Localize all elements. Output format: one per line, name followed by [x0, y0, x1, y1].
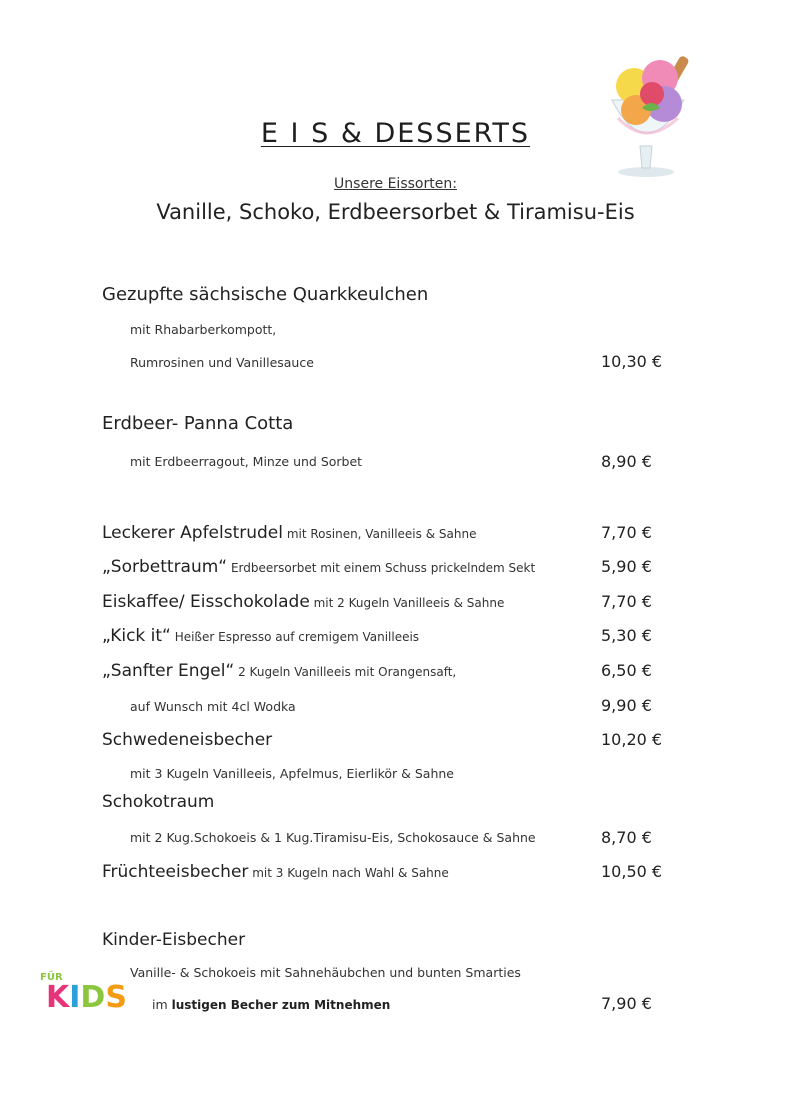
ice-cream-sundae-illustration — [604, 48, 722, 180]
item-kinder-eisbecher-name: Kinder-Eisbecher — [102, 930, 246, 950]
item-sorbettraum-price: 5,90 € — [601, 557, 652, 576]
item-fruechteeisbecher-desc: mit 3 Kugeln nach Wahl & Sahne — [248, 866, 449, 880]
item-sorbettraum-name: „Sorbettraum“ — [102, 557, 228, 577]
item-eiskaffee-desc: mit 2 Kugeln Vanilleeis & Sahne — [309, 596, 505, 610]
fuer-kids-logo — [40, 972, 127, 1022]
fuer-kids-logo-big — [46, 980, 127, 1015]
item-sanfter-engel-wodka-price: 9,90 € — [601, 696, 652, 715]
fuer-kids-logo-letter: K — [46, 980, 70, 1015]
item-apfelstrudel — [102, 523, 476, 543]
item-kick-it — [102, 626, 419, 646]
item-schwedeneisbecher-price: 10,20 € — [601, 730, 663, 749]
item-apfelstrudel-price: 7,70 € — [601, 523, 652, 542]
fuer-kids-logo-text — [46, 980, 127, 1015]
fuer-kids-logo-letter: S — [105, 980, 127, 1015]
item-eiskaffee — [102, 592, 504, 612]
page-title: E I S & DESSERTS — [260, 118, 531, 149]
item-schwedeneisbecher-name: Schwedeneisbecher — [102, 730, 273, 750]
item-schokotraum-price: 8,70 € — [601, 828, 652, 847]
item-apfelstrudel-name: Leckerer Apfelstrudel — [102, 523, 283, 543]
item-fruechteeisbecher — [102, 862, 449, 882]
item-quarkkeulchen-desc: Rumrosinen und Vanillesauce — [130, 355, 314, 370]
item-kick-it-price: 5,30 € — [601, 626, 652, 645]
item-kinder-eisbecher-price: 7,90 € — [601, 994, 652, 1013]
item-schokotraum-desc: mit 2 Kug.Schokoeis & 1 Kug.Tiramisu-Eis, Schokosauce & Sahne — [130, 830, 536, 845]
item-quarkkeulchen-price: 10,30 € — [601, 352, 663, 371]
fuer-kids-logo-letter: I — [69, 980, 81, 1015]
item-eiskaffee-price: 7,70 € — [601, 592, 652, 611]
item-panna-cotta-price: 8,90 € — [601, 452, 652, 471]
item-eiskaffee-name: Eiskaffee/ Eisschokolade — [102, 592, 310, 612]
fuer-kids-logo-small: FÜR — [40, 972, 63, 983]
item-sanfter-engel — [102, 661, 456, 681]
item-fruechteeisbecher-price: 10,50 € — [601, 862, 663, 881]
item-schwedeneisbecher-desc: mit 3 Kugeln Vanilleeis, Apfelmus, Eierlikör & Sahne — [130, 766, 454, 781]
item-sanfter-engel-desc: 2 Kugeln Vanilleeis mit Orangensaft, — [234, 665, 457, 679]
item-kinder-eisbecher-desc2-bold: lustigen Becher zum Mitnehmen — [171, 998, 391, 1012]
item-sanfter-engel-name: „Sanfter Engel“ — [102, 661, 235, 681]
item-panna-cotta-name: Erdbeer- Panna Cotta — [102, 413, 294, 434]
item-apfelstrudel-desc: mit Rosinen, Vanilleeis & Sahne — [283, 527, 477, 541]
item-quarkkeulchen-desc: mit Rhabarberkompott, — [130, 322, 277, 337]
item-kinder-eisbecher-desc2 — [152, 997, 390, 1012]
item-kick-it-name: „Kick it“ — [102, 626, 171, 646]
item-sanfter-engel-wodka-desc: auf Wunsch mit 4cl Wodka — [130, 699, 296, 714]
item-sorbettraum — [102, 557, 535, 577]
item-panna-cotta-desc: mit Erdbeerragout, Minze und Sorbet — [130, 454, 363, 469]
item-quarkkeulchen-name: Gezupfte sächsische Quarkkeulchen — [102, 284, 429, 305]
item-kick-it-desc: Heißer Espresso auf cremigem Vanilleeis — [170, 630, 420, 644]
item-kinder-eisbecher-desc: Vanille- & Schokoeis mit Sahnehäubchen und bunten Smarties — [130, 965, 521, 980]
fuer-kids-logo-letter: D — [80, 980, 106, 1015]
item-fruechteeisbecher-name: Früchteeisbecher — [102, 862, 249, 882]
item-sanfter-engel-price: 6,50 € — [601, 661, 652, 680]
item-sorbettraum-desc: Erdbeersorbet mit einem Schuss prickelndem Sekt — [227, 561, 536, 575]
item-schokotraum-name: Schokotraum — [102, 792, 215, 812]
flavors-list: Vanille, Schoko, Erdbeersorbet & Tiramisu-Eis — [156, 200, 635, 224]
item-kinder-eisbecher-desc2-prefix: im — [152, 997, 172, 1012]
flavors-label: Unsere Eissorten: — [334, 176, 457, 192]
